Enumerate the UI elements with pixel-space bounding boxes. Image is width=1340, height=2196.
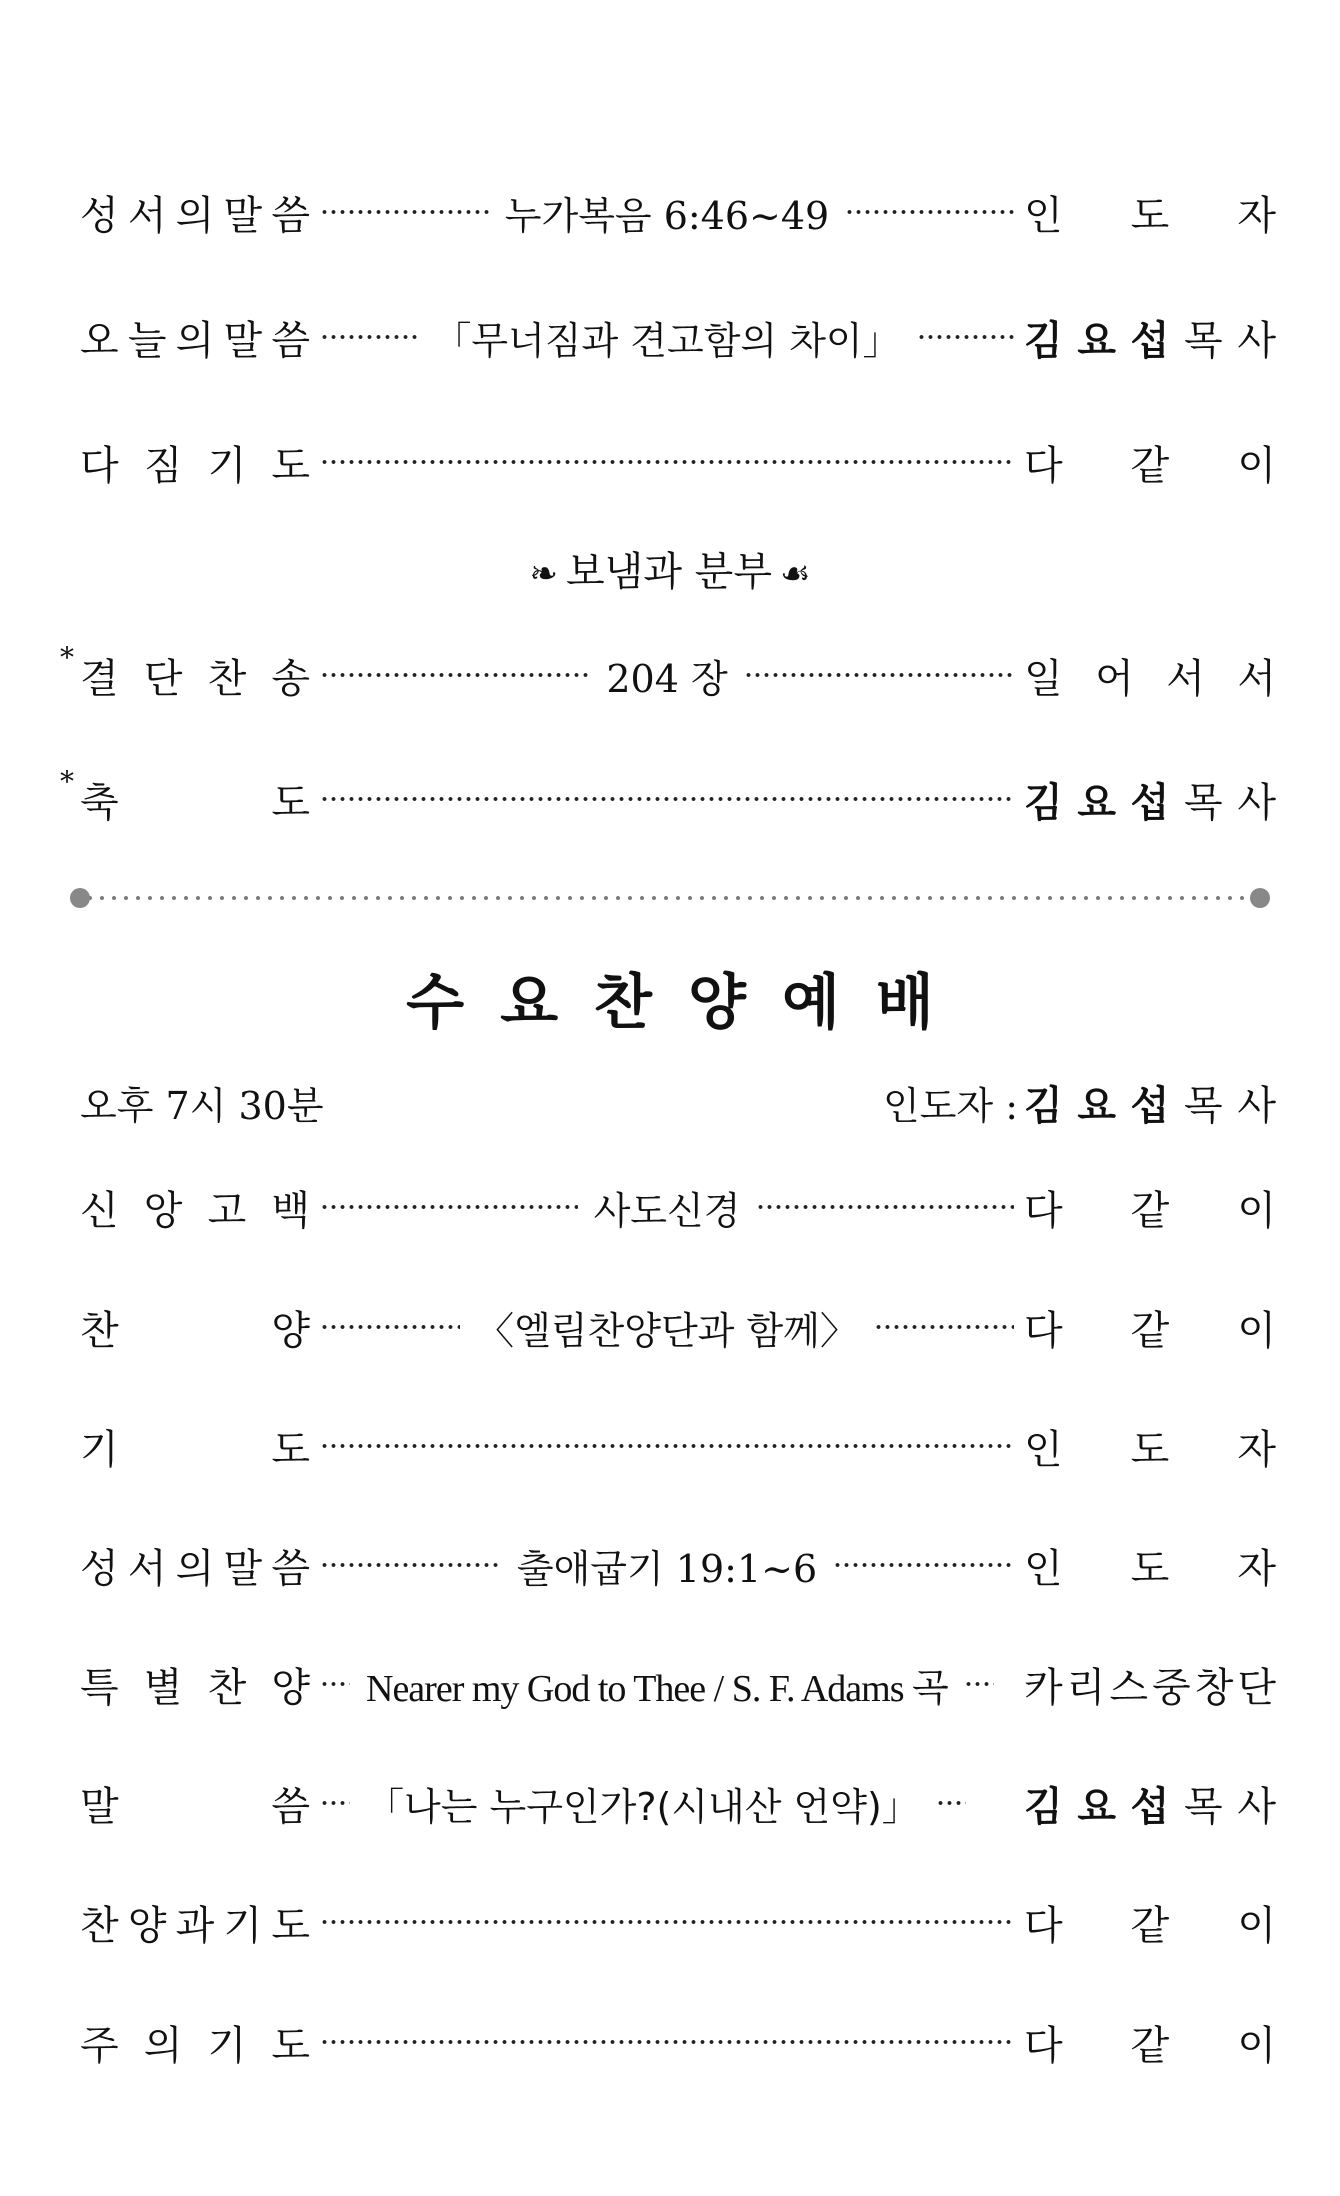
glyph-char: 말 bbox=[223, 317, 263, 364]
row-performer bbox=[1024, 1537, 1276, 1594]
glyph-char: 기 bbox=[207, 2022, 247, 2069]
glyph-char: 서 bbox=[127, 192, 167, 239]
glyph-char: 기 bbox=[223, 1902, 263, 1949]
glyph-char: 사 bbox=[1237, 1783, 1276, 1830]
glyph-char: 씀 bbox=[271, 1783, 310, 1830]
glyph-char: 같 bbox=[1130, 1307, 1170, 1354]
row-label bbox=[80, 1418, 310, 1475]
glyph-char: 자 bbox=[1237, 192, 1276, 239]
glyph-char: 인 bbox=[1024, 192, 1063, 239]
order-row-praise bbox=[80, 1295, 1276, 1359]
row-label bbox=[60, 640, 310, 704]
glyph-char: 요 bbox=[1077, 1082, 1116, 1129]
glyph-char: 찬 bbox=[80, 1902, 119, 1949]
order-row-message bbox=[80, 1771, 1276, 1835]
order-row-praise-and-prayer bbox=[80, 1890, 1276, 1954]
glyph-char: 이 bbox=[1237, 2022, 1276, 2069]
order-row-scripture bbox=[80, 180, 1276, 244]
glyph-char: 결 bbox=[80, 655, 119, 702]
glyph-char: 말 bbox=[223, 192, 263, 239]
glyph-char: 도 bbox=[1130, 1545, 1170, 1592]
row-content: 「무너짐과 견고함의 차이」 bbox=[433, 318, 901, 363]
dot-leader bbox=[320, 2039, 1014, 2045]
glyph-char: 오 bbox=[80, 317, 119, 364]
dot-leader bbox=[936, 1800, 966, 1806]
glyph-char: 의 bbox=[175, 317, 215, 364]
glyph-char: 서 bbox=[127, 1545, 167, 1592]
row-label bbox=[80, 1299, 310, 1356]
leader-label: 인도자 : bbox=[882, 1083, 1018, 1128]
glyph-char: 김 bbox=[1024, 779, 1063, 826]
row-content: 출애굽기 19:1~6 bbox=[516, 1546, 818, 1591]
dot-leader bbox=[320, 1681, 350, 1687]
glyph-char: 양 bbox=[271, 1307, 310, 1354]
ornament-left-icon: ❧ bbox=[529, 554, 559, 594]
glyph-char: 같 bbox=[1130, 2022, 1170, 2069]
ornament-right-icon: ☙ bbox=[779, 554, 811, 594]
row-performer bbox=[1024, 184, 1276, 241]
order-row-special-praise bbox=[80, 1652, 1276, 1716]
glyph-char: 씀 bbox=[271, 192, 310, 239]
row-performer bbox=[1024, 434, 1276, 491]
glyph-char: 같 bbox=[1130, 1187, 1170, 1234]
glyph-char: 찬 bbox=[80, 1307, 119, 1354]
glyph-char: 다 bbox=[1024, 1307, 1063, 1354]
glyph-char: 백 bbox=[271, 1187, 310, 1234]
glyph-char: 김 bbox=[1024, 1082, 1063, 1129]
row-label bbox=[80, 184, 310, 241]
glyph-char: 창 bbox=[1194, 1664, 1234, 1711]
order-row-benediction bbox=[60, 764, 1276, 831]
glyph-char: 이 bbox=[1237, 1307, 1276, 1354]
dot-leader bbox=[320, 1562, 501, 1568]
standing-marker: * bbox=[60, 640, 74, 674]
order-row-creed bbox=[80, 1175, 1276, 1239]
glyph-char: 성 bbox=[80, 1545, 119, 1592]
dot-leader bbox=[320, 334, 417, 340]
glyph-char: 말 bbox=[223, 1545, 263, 1592]
row-content: 누가복음 6:46~49 bbox=[504, 193, 830, 238]
section-heading-text: 보냄과 분부 bbox=[566, 549, 772, 595]
glyph-char: 같 bbox=[1130, 442, 1170, 489]
glyph-char: 고 bbox=[207, 1187, 247, 1234]
glyph-char: 양 bbox=[127, 1902, 167, 1949]
glyph-char: 도 bbox=[271, 442, 310, 489]
glyph-char: 짐 bbox=[143, 442, 183, 489]
glyph-char: 씀 bbox=[271, 1545, 310, 1592]
glyph-char: 목 bbox=[1183, 317, 1223, 364]
row-content: 204 장 bbox=[606, 656, 728, 701]
glyph-char: 목 bbox=[1183, 1783, 1223, 1830]
glyph-char: 찬 bbox=[207, 655, 247, 702]
glyph-char: 기 bbox=[80, 1426, 119, 1473]
glyph-char: 리 bbox=[1066, 1664, 1106, 1711]
glyph-char: 중 bbox=[1152, 1664, 1191, 1711]
dot-leader bbox=[320, 796, 1014, 802]
row-performer bbox=[1024, 1656, 1276, 1713]
glyph-char: 주 bbox=[80, 2022, 119, 2069]
row-performer bbox=[1024, 1894, 1276, 1951]
row-performer bbox=[1024, 771, 1276, 828]
divider-dotted-line bbox=[84, 895, 1256, 901]
glyph-char: 인 bbox=[1024, 1545, 1063, 1592]
row-performer bbox=[1024, 1418, 1276, 1475]
row-label bbox=[80, 1179, 310, 1236]
glyph-char: 이 bbox=[1237, 442, 1276, 489]
glyph-char: 다 bbox=[1024, 1902, 1063, 1949]
row-performer bbox=[1024, 1775, 1276, 1832]
glyph-char: 의 bbox=[143, 2022, 183, 2069]
glyph-char: 인 bbox=[1024, 1426, 1063, 1473]
glyph-char: 의 bbox=[175, 192, 215, 239]
glyph-char: 다 bbox=[1024, 1187, 1063, 1234]
row-label bbox=[80, 1775, 310, 1832]
glyph-char: 도 bbox=[271, 2022, 310, 2069]
glyph-char: 성 bbox=[80, 192, 119, 239]
service-leader bbox=[883, 1074, 1276, 1131]
glyph-char: 도 bbox=[271, 1426, 310, 1473]
order-row-commitment-hymn bbox=[60, 640, 1276, 707]
glyph-char: 도 bbox=[271, 1902, 310, 1949]
glyph-char: 과 bbox=[175, 1902, 215, 1949]
dot-leader bbox=[320, 1204, 578, 1210]
glyph-char: 김 bbox=[1024, 1783, 1063, 1830]
glyph-char: 도 bbox=[1130, 192, 1170, 239]
glyph-char: 기 bbox=[207, 442, 247, 489]
row-label bbox=[80, 434, 310, 491]
dot-leader bbox=[320, 459, 1014, 465]
glyph-char: 이 bbox=[1237, 1902, 1276, 1949]
service-title: 수요찬양예배 bbox=[406, 968, 970, 1038]
glyph-char: 요 bbox=[1077, 779, 1116, 826]
glyph-char: 말 bbox=[80, 1783, 119, 1830]
glyph-char: 다 bbox=[80, 442, 119, 489]
dot-leader bbox=[320, 1324, 460, 1330]
row-content: Nearer my God to Thee / S. F. Adams 곡 bbox=[366, 1667, 948, 1710]
order-row-lords-prayer bbox=[80, 2010, 1276, 2074]
glyph-char: 목 bbox=[1183, 779, 1223, 826]
row-label bbox=[80, 309, 310, 366]
divider-end-dot bbox=[1250, 888, 1270, 908]
dot-leader bbox=[320, 672, 590, 678]
service-meta bbox=[80, 1070, 1276, 1134]
order-row-scripture-2 bbox=[80, 1533, 1276, 1597]
row-performer bbox=[1024, 2014, 1276, 2071]
glyph-char: 스 bbox=[1109, 1664, 1148, 1711]
section-heading bbox=[0, 540, 1340, 597]
row-label bbox=[80, 2014, 310, 2071]
order-row-resolution-prayer bbox=[80, 430, 1276, 494]
glyph-char: 목 bbox=[1183, 1082, 1223, 1129]
row-performer bbox=[1024, 1179, 1276, 1236]
glyph-char: 단 bbox=[143, 655, 183, 702]
row-content: 「나는 누구인가?(시내산 언약)」 bbox=[366, 1784, 920, 1829]
dot-leader bbox=[917, 334, 1014, 340]
glyph-char: 찬 bbox=[207, 1664, 247, 1711]
glyph-char: 같 bbox=[1130, 1902, 1170, 1949]
glyph-char: 송 bbox=[271, 655, 310, 702]
glyph-char: 사 bbox=[1237, 317, 1276, 364]
glyph-char: 특 bbox=[80, 1664, 119, 1711]
dot-leader bbox=[320, 209, 489, 215]
glyph-char: 사 bbox=[1237, 1082, 1276, 1129]
glyph-char: 다 bbox=[1024, 442, 1063, 489]
glyph-char: 자 bbox=[1237, 1545, 1276, 1592]
glyph-char: 김 bbox=[1024, 317, 1063, 364]
divider-end-dot bbox=[70, 888, 90, 908]
glyph-char: 섭 bbox=[1130, 317, 1170, 364]
glyph-char: 도 bbox=[1130, 1426, 1170, 1473]
order-row-prayer bbox=[80, 1414, 1276, 1478]
glyph-char: 요 bbox=[1077, 1783, 1116, 1830]
glyph-char: 앙 bbox=[143, 1187, 183, 1234]
row-label bbox=[60, 764, 310, 828]
glyph-char: 사 bbox=[1237, 779, 1276, 826]
row-label bbox=[80, 1656, 310, 1713]
section-divider bbox=[70, 886, 1270, 910]
glyph-char: 늘 bbox=[127, 317, 167, 364]
glyph-char: 서 bbox=[1166, 655, 1205, 702]
dot-leader bbox=[756, 1204, 1014, 1210]
order-row-sermon bbox=[80, 305, 1276, 369]
dot-leader bbox=[320, 1919, 1014, 1925]
glyph-char: 일 bbox=[1024, 655, 1063, 702]
glyph-char: 섭 bbox=[1130, 1783, 1170, 1830]
dot-leader bbox=[320, 1800, 350, 1806]
leader-name bbox=[1024, 1074, 1276, 1131]
row-label bbox=[80, 1894, 310, 1951]
glyph-char: 단 bbox=[1237, 1664, 1276, 1711]
dot-leader bbox=[320, 1443, 1014, 1449]
glyph-char: 양 bbox=[271, 1664, 310, 1711]
glyph-char: 서 bbox=[1237, 655, 1276, 702]
glyph-char: 섭 bbox=[1130, 779, 1170, 826]
dot-leader bbox=[833, 1562, 1014, 1568]
glyph-char: 축 bbox=[80, 779, 119, 826]
glyph-char: 도 bbox=[271, 779, 310, 826]
row-label bbox=[80, 1537, 310, 1594]
standing-marker: * bbox=[60, 764, 74, 798]
glyph-char: 씀 bbox=[271, 317, 310, 364]
glyph-char: 어 bbox=[1095, 655, 1134, 702]
row-performer bbox=[1024, 647, 1276, 704]
dot-leader bbox=[744, 672, 1014, 678]
glyph-char: 의 bbox=[175, 1545, 215, 1592]
glyph-char: 요 bbox=[1077, 317, 1116, 364]
row-content: 사도신경 bbox=[593, 1188, 741, 1233]
dot-leader bbox=[964, 1681, 994, 1687]
glyph-char: 이 bbox=[1237, 1187, 1276, 1234]
dot-leader bbox=[845, 209, 1014, 215]
glyph-char: 다 bbox=[1024, 2022, 1063, 2069]
row-performer bbox=[1024, 309, 1276, 366]
glyph-char: 섭 bbox=[1130, 1082, 1170, 1129]
row-performer bbox=[1024, 1299, 1276, 1356]
row-content: 〈엘림찬양단과 함께〉 bbox=[476, 1308, 858, 1353]
glyph-char: 별 bbox=[143, 1664, 183, 1711]
glyph-char: 신 bbox=[80, 1187, 119, 1234]
glyph-char: 카 bbox=[1024, 1664, 1063, 1711]
glyph-char: 자 bbox=[1237, 1426, 1276, 1473]
service-time: 오후 7시 30분 bbox=[80, 1083, 324, 1128]
dot-leader bbox=[874, 1324, 1014, 1330]
